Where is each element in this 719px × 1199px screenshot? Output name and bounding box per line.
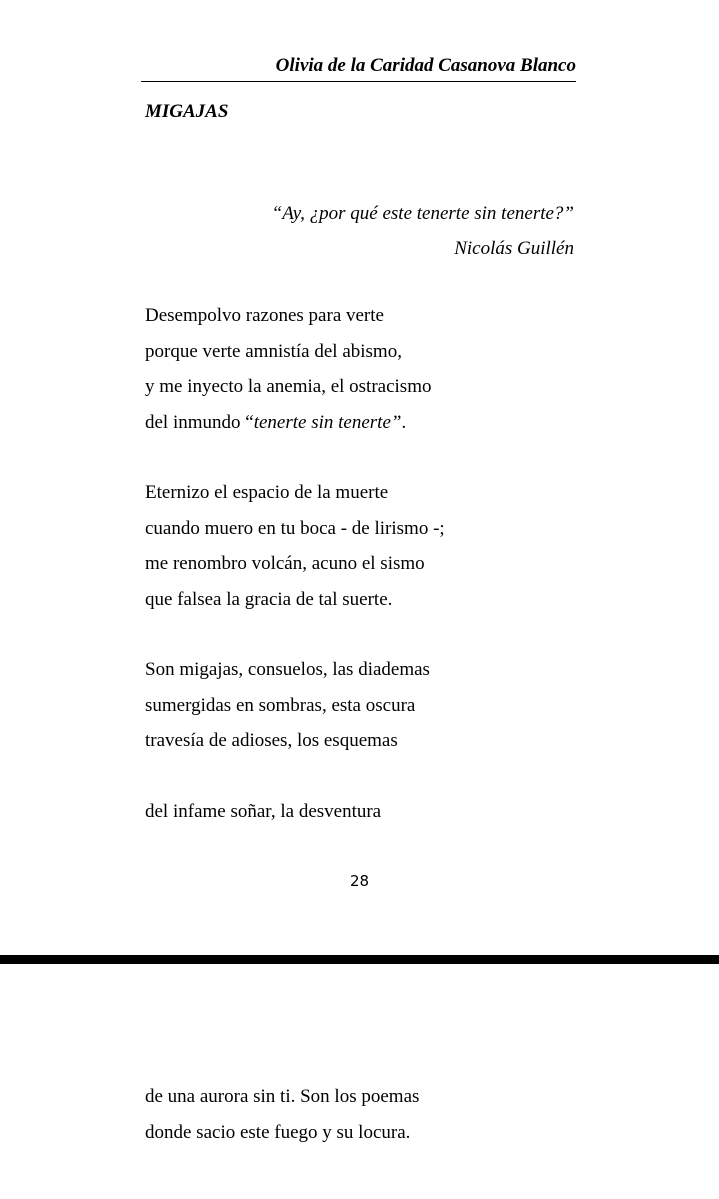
poem-line: porque verte amnistía del abismo,	[145, 340, 402, 362]
stanza-1	[145, 298, 431, 440]
poem-line-italic-quote: tenerte sin tenerte”	[253, 411, 402, 433]
poem-line: y me inyecto la anemia, el ostracismo	[145, 376, 432, 397]
poem-line: Eternizo el espacio de la muerte	[145, 482, 389, 503]
page-number: 28	[349, 872, 370, 890]
poem-line	[145, 405, 431, 441]
epigraph-attribution: Nicolás Guillén	[454, 238, 574, 259]
epigraph	[143, 196, 574, 266]
poem-line: sumergidas en sombras, esta oscura	[145, 694, 416, 716]
poem-title: MIGAJAS	[145, 101, 229, 122]
poem-line-suffix: .	[401, 411, 407, 433]
poem-line: donde sacio este fuego y su locura.	[145, 1121, 411, 1143]
poem-line: travesía de adioses, los esquemas	[145, 730, 398, 751]
stanza-4	[145, 794, 381, 830]
next-page	[0, 964, 719, 1199]
poem-line: del infame soñar, la desventura	[145, 801, 382, 822]
stanza-4-continuation	[145, 1079, 419, 1150]
poem-line: Desempolvo razones para verte	[145, 305, 384, 326]
header-rule	[141, 81, 576, 82]
running-header-author: Olivia de la Caridad Casanova Blanco	[275, 55, 576, 76]
epigraph-quote: “Ay, ¿por qué este tenerte sin tenerte?”	[271, 203, 574, 224]
poem-line: me renombro volcán, acuno el sismo	[145, 553, 425, 574]
poem-line-prefix: del inmundo “	[145, 411, 254, 433]
poem-line: cuando muero en tu boca - de lirismo -;	[145, 517, 445, 539]
stanza-3	[145, 652, 430, 759]
page-separator	[0, 955, 719, 964]
stanza-2	[145, 475, 445, 617]
poem-line: que falsea la gracia de tal suerte.	[145, 588, 393, 610]
poem-line: de una aurora sin ti. Son los poemas	[145, 1086, 420, 1107]
poem-line: Son migajas, consuelos, las diademas	[145, 659, 430, 680]
